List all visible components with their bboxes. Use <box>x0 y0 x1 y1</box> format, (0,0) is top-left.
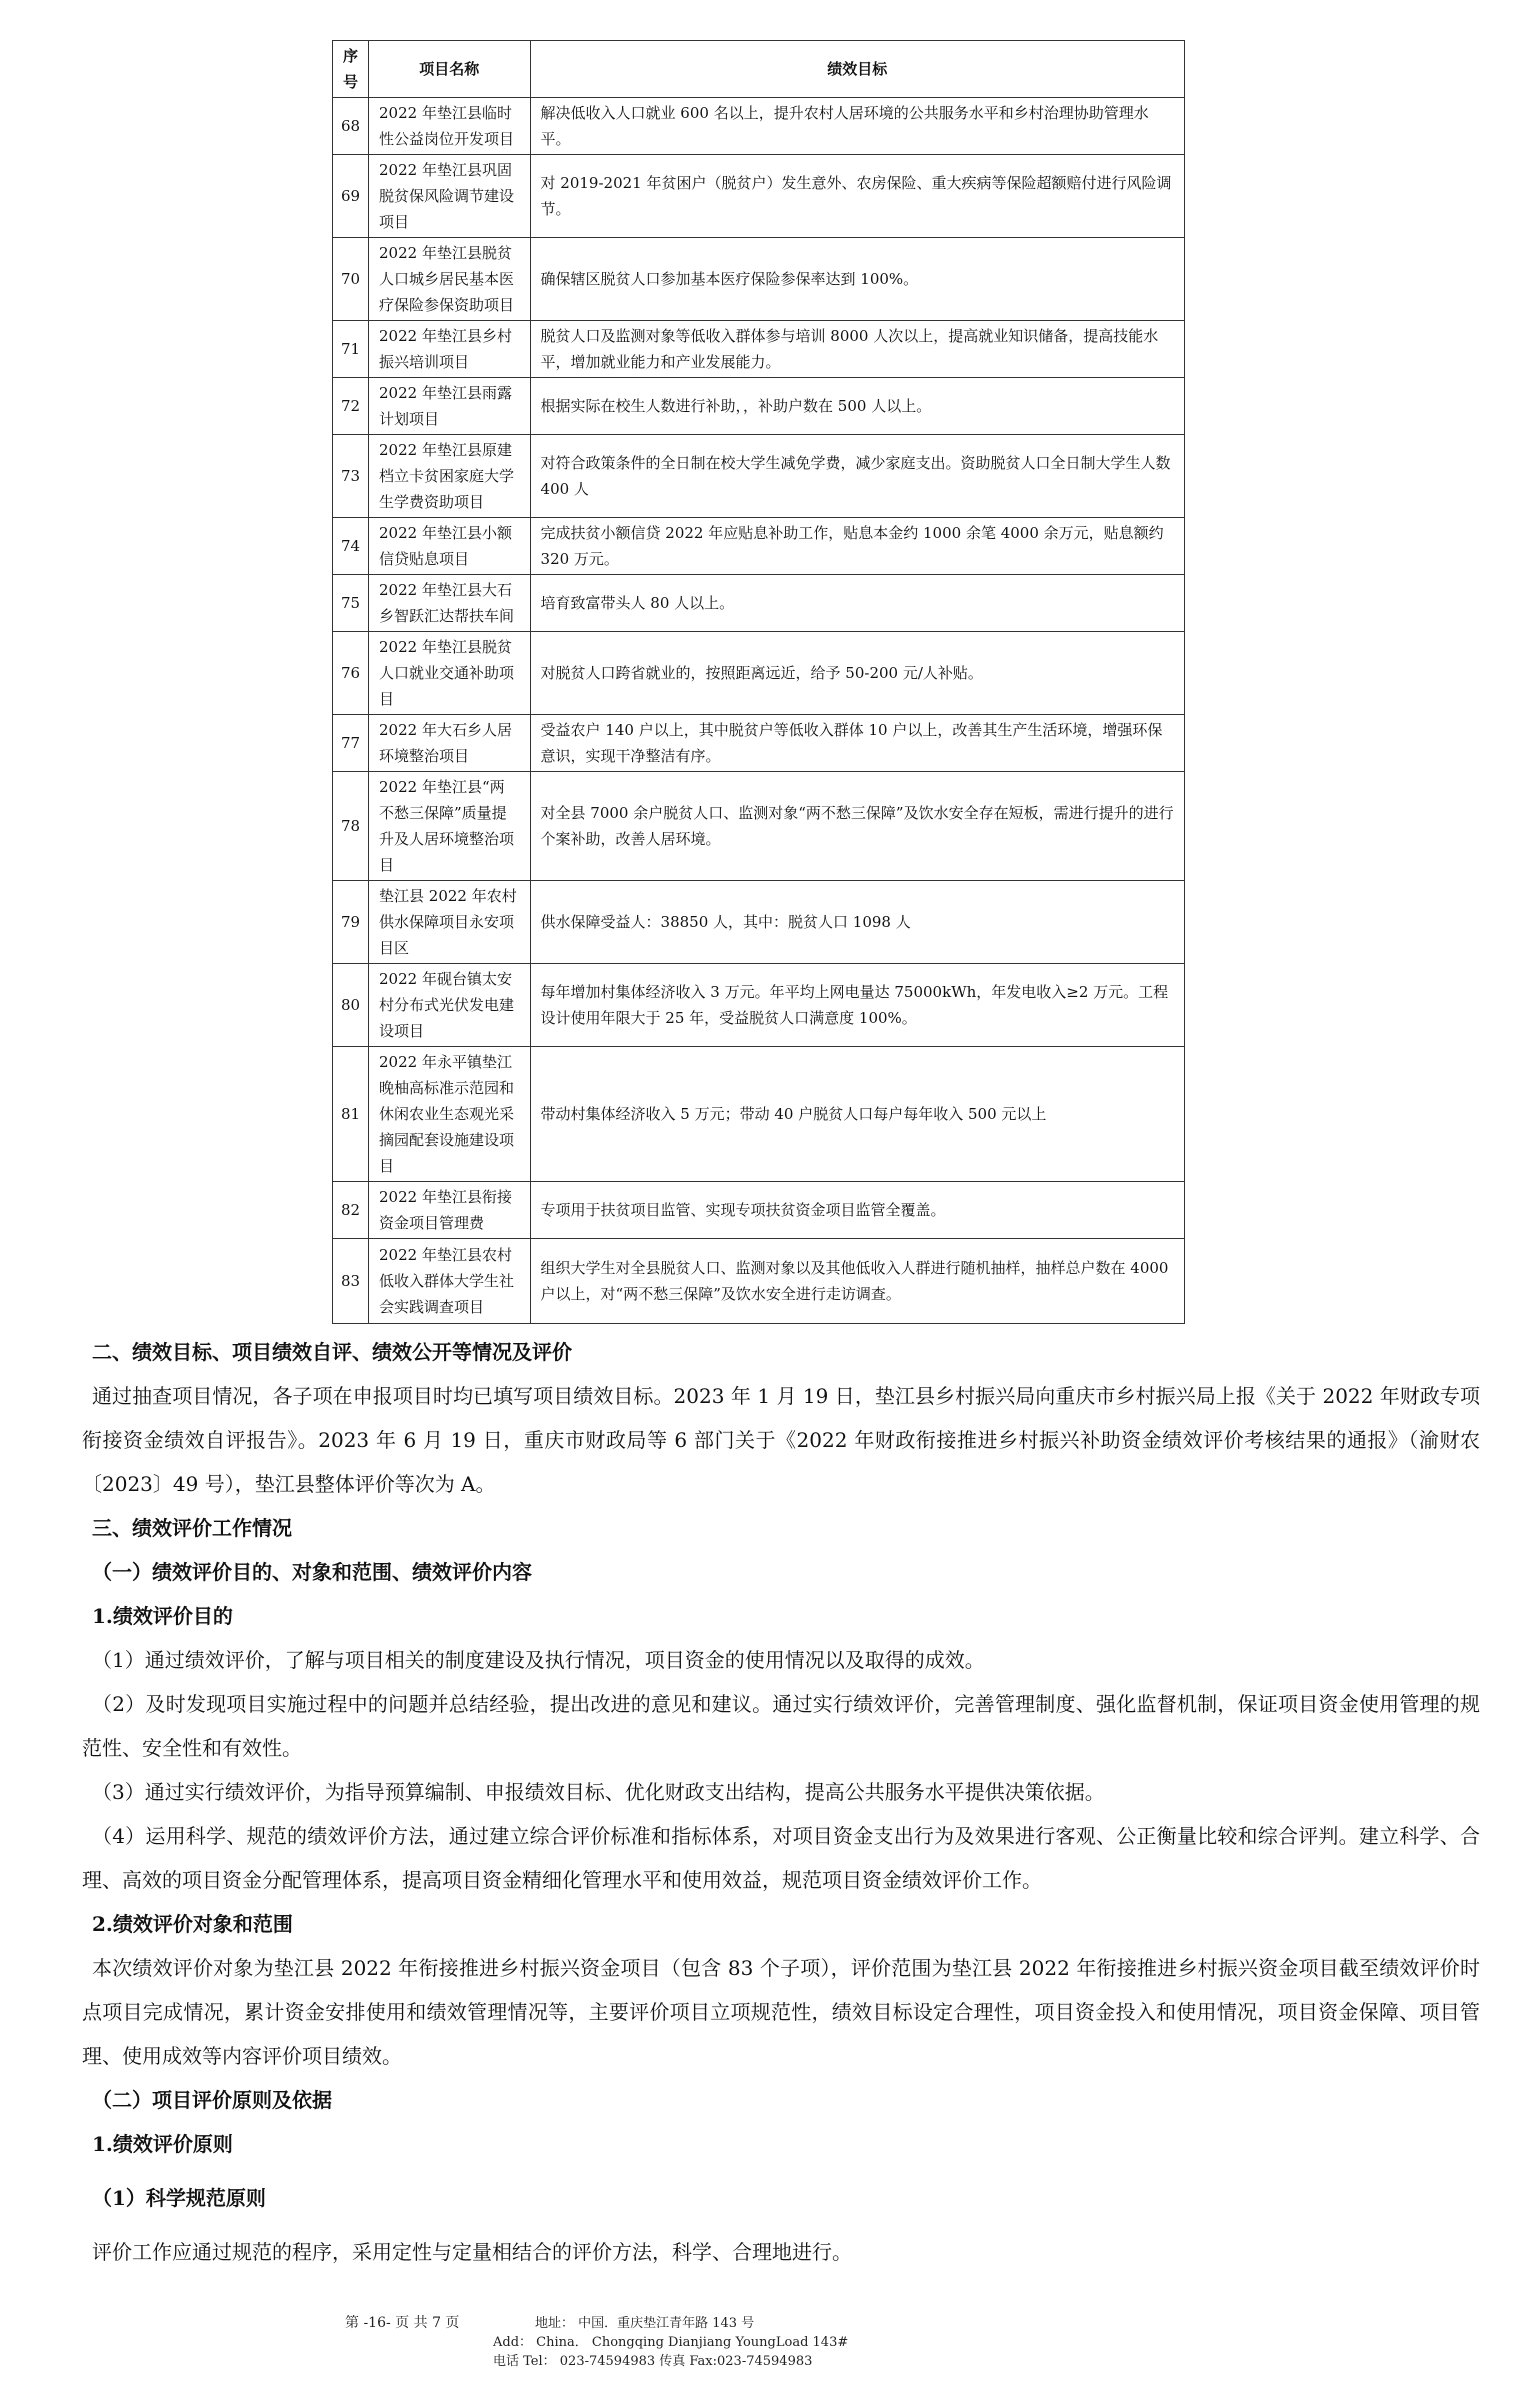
performance-goal: 确保辖区脱贫人口参加基本医疗保险参保率达到 100%。 <box>530 238 1184 321</box>
table-row <box>333 98 1185 155</box>
project-name: 2022 年砚台镇太安村分布式光伏发电建设项目 <box>369 964 531 1047</box>
row-number: 71 <box>333 321 369 378</box>
performance-goal: 完成扶贫小额信贷 2022 年应贴息补助工作，贴息本金约 1000 余笔 4000 余万元，贴息额约 320 万元。 <box>530 518 1184 575</box>
project-name: 2022 年垫江县乡村振兴培训项目 <box>369 321 531 378</box>
subsection-heading: （二）项目评价原则及依据 <box>92 2088 332 2112</box>
paragraph: 通过抽查项目情况，各子项在申报项目时均已填写项目绩效目标。2023 年 1 月 19 日，垫江县乡村振兴局向重庆市乡村振兴局上报《关于 2022 年财政专项衔接资金绩效自评报告》。2023 年 6 月 19 日，重庆市财政局等 6 部门关于《2022 年财政衔接推进乡村振兴补助资金绩效评价考核结果的通报》（渝财农〔2023〕49 号），垫江县整体评价等次为 A。 <box>82 1384 1480 1496</box>
project-name: 2022 年大石乡人居环境整治项目 <box>369 715 531 772</box>
performance-goal: 脱贫人口及监测对象等低收入群体参与培训 8000 人次以上，提高就业知识储备，提高技能水平，增加就业能力和产业发展能力。 <box>530 321 1184 378</box>
table-row <box>333 518 1185 575</box>
project-name: 2022 年垫江县脱贫人口就业交通补助项目 <box>369 632 531 715</box>
table-row <box>333 772 1185 881</box>
row-number: 83 <box>333 1239 369 1324</box>
performance-goals-table <box>332 40 1185 1324</box>
table-row <box>333 378 1185 435</box>
header-goal: 绩效目标 <box>530 41 1184 98</box>
table-row <box>333 1182 1185 1239</box>
purpose-item: （1）通过绩效评价，了解与项目相关的制度建设及执行情况，项目资金的使用情况以及取得的成效。 <box>92 1648 985 1672</box>
principle-heading: （1）科学规范原则 <box>92 2186 266 2210</box>
address-en: Add： China． Chongqing Dianjiang YoungLoad 143# <box>493 2335 849 2350</box>
table-row <box>333 321 1185 378</box>
performance-goal: 培育致富带头人 80 人以上。 <box>530 575 1184 632</box>
performance-goal: 供水保障受益人：38850 人，其中：脱贫人口 1098 人 <box>530 881 1184 964</box>
performance-goal: 对全县 7000 余户脱贫人口、监测对象“两不愁三保障”及饮水安全存在短板，需进行提升的进行个案补助，改善人居环境。 <box>530 772 1184 881</box>
row-number: 72 <box>333 378 369 435</box>
performance-goal: 根据实际在校生人数进行补助，，补助户数在 500 人以上。 <box>530 378 1184 435</box>
subheading-purpose: 1.绩效评价目的 <box>92 1604 233 1628</box>
project-name: 2022 年垫江县大石乡智跃汇达帮扶车间 <box>369 575 531 632</box>
table-row <box>333 715 1185 772</box>
performance-goal: 受益农户 140 户以上，其中脱贫户等低收入群体 10 户以上，改善其生产生活环境，增强环保意识，实现干净整洁有序。 <box>530 715 1184 772</box>
row-number: 80 <box>333 964 369 1047</box>
address-cn: 地址： 中国．重庆垫江青年路 143 号 <box>535 2316 755 2331</box>
performance-goal: 解决低收入人口就业 600 名以上，提升农村人居环境的公共服务水平和乡村治理协助管理水平。 <box>530 98 1184 155</box>
table-row <box>333 1047 1185 1182</box>
performance-goal: 每年增加村集体经济收入 3 万元。年平均上网电量达 75000kWh，年发电收入≥2 万元。工程设计使用年限大于 25 年，受益脱贫人口满意度 100%。 <box>530 964 1184 1047</box>
row-number: 69 <box>333 155 369 238</box>
performance-goal: 组织大学生对全县脱贫人口、监测对象以及其他低收入人群进行随机抽样，抽样总户数在 4000 户以上，对“两不愁三保障”及饮水安全进行走访调查。 <box>530 1239 1184 1324</box>
performance-goal: 对 2019-2021 年贫困户（脱贫户）发生意外、农房保险、重大疾病等保险超额赔付进行风险调节。 <box>530 155 1184 238</box>
subheading-principles: 1.绩效评价原则 <box>92 2132 233 2156</box>
contact-tel: 电话 Tel： 023-74594983 传真 Fax:023-74594983 <box>493 2354 813 2369</box>
performance-goal: 对脱贫人口跨省就业的，按照距离远近，给予 50-200 元/人补贴。 <box>530 632 1184 715</box>
report-body <box>82 1330 1480 2274</box>
header-no: 序号 <box>333 41 369 98</box>
subsection-heading: （一）绩效评价目的、对象和范围、绩效评价内容 <box>92 1560 532 1584</box>
row-number: 70 <box>333 238 369 321</box>
purpose-item: （2）及时发现项目实施过程中的问题并总结经验，提出改进的意见和建议。通过实行绩效评价，完善管理制度、强化监督机制，保证项目资金使用管理的规范性、安全性和有效性。 <box>82 1692 1480 1760</box>
performance-goal: 带动村集体经济收入 5 万元；带动 40 户脱贫人口每户每年收入 500 元以上 <box>530 1047 1184 1182</box>
subheading-scope: 2.绩效评价对象和范围 <box>92 1912 293 1936</box>
project-name: 2022 年垫江县巩固脱贫保风险调节建设项目 <box>369 155 531 238</box>
paragraph-principle: 评价工作应通过规范的程序，采用定性与定量相结合的评价方法，科学、合理地进行。 <box>92 2240 852 2264</box>
performance-goal: 专项用于扶贫项目监管、实现专项扶贫资金项目监管全覆盖。 <box>530 1182 1184 1239</box>
row-number: 74 <box>333 518 369 575</box>
project-name: 垫江县 2022 年农村供水保障项目永安项目区 <box>369 881 531 964</box>
project-name: 2022 年垫江县原建档立卡贫困家庭大学生学费资助项目 <box>369 435 531 518</box>
project-name: 2022 年垫江县衔接资金项目管理费 <box>369 1182 531 1239</box>
table-row <box>333 881 1185 964</box>
purpose-item: （4）运用科学、规范的绩效评价方法，通过建立综合评价标准和指标体系，对项目资金支出行为及效果进行客观、公正衡量比较和综合评判。建立科学、合理、高效的项目资金分配管理体系，提高项目资金精细化管理水平和使用效益，规范项目资金绩效评价工作。 <box>82 1824 1480 1892</box>
section-heading-2: 二、绩效目标、项目绩效自评、绩效公开等情况及评价 <box>92 1340 572 1364</box>
table-header-row <box>333 41 1185 98</box>
table-row <box>333 964 1185 1047</box>
performance-goal: 对符合政策条件的全日制在校大学生减免学费，减少家庭支出。资助脱贫人口全日制大学生人数 400 人 <box>530 435 1184 518</box>
row-number: 78 <box>333 772 369 881</box>
page-number: 第 -16- 页 共 7 页 <box>345 2315 460 2331</box>
table-row <box>333 155 1185 238</box>
project-name: 2022 年垫江县临时性公益岗位开发项目 <box>369 98 531 155</box>
table-row <box>333 238 1185 321</box>
row-number: 81 <box>333 1047 369 1182</box>
page-footer <box>345 2314 1520 2371</box>
table-row <box>333 575 1185 632</box>
row-number: 77 <box>333 715 369 772</box>
table-row <box>333 1239 1185 1324</box>
row-number: 79 <box>333 881 369 964</box>
header-project-name: 项目名称 <box>369 41 531 98</box>
row-number: 75 <box>333 575 369 632</box>
purpose-item: （3）通过实行绩效评价，为指导预算编制、申报绩效目标、优化财政支出结构，提高公共服务水平提供决策依据。 <box>92 1780 1105 1804</box>
table-row <box>333 632 1185 715</box>
project-name: 2022 年垫江县雨露计划项目 <box>369 378 531 435</box>
project-name: 2022 年垫江县农村低收入群体大学生社会实践调查项目 <box>369 1239 531 1324</box>
section-heading-3: 三、绩效评价工作情况 <box>92 1516 292 1540</box>
row-number: 76 <box>333 632 369 715</box>
project-name: 2022 年垫江县脱贫人口城乡居民基本医疗保险参保资助项目 <box>369 238 531 321</box>
project-name: 2022 年永平镇垫江晚柚高标准示范园和休闲农业生态观光采摘园配套设施建设项目 <box>369 1047 531 1182</box>
row-number: 82 <box>333 1182 369 1239</box>
paragraph-scope: 本次绩效评价对象为垫江县 2022 年衔接推进乡村振兴资金项目（包含 83 个子项），评价范围为垫江县 2022 年衔接推进乡村振兴资金项目截至绩效评价时点项目完成情况，累计资金安排使用和绩效管理情况等，主要评价项目立项规范性，绩效目标设定合理性，项目资金投入和使用情况，项目资金保障、项目管理、使用成效等内容评价项目绩效。 <box>82 1956 1480 2068</box>
project-name: 2022 年垫江县小额信贷贴息项目 <box>369 518 531 575</box>
table-row <box>333 435 1185 518</box>
project-name: 2022 年垫江县“两不愁三保障”质量提升及人居环境整治项目 <box>369 772 531 881</box>
row-number: 68 <box>333 98 369 155</box>
row-number: 73 <box>333 435 369 518</box>
